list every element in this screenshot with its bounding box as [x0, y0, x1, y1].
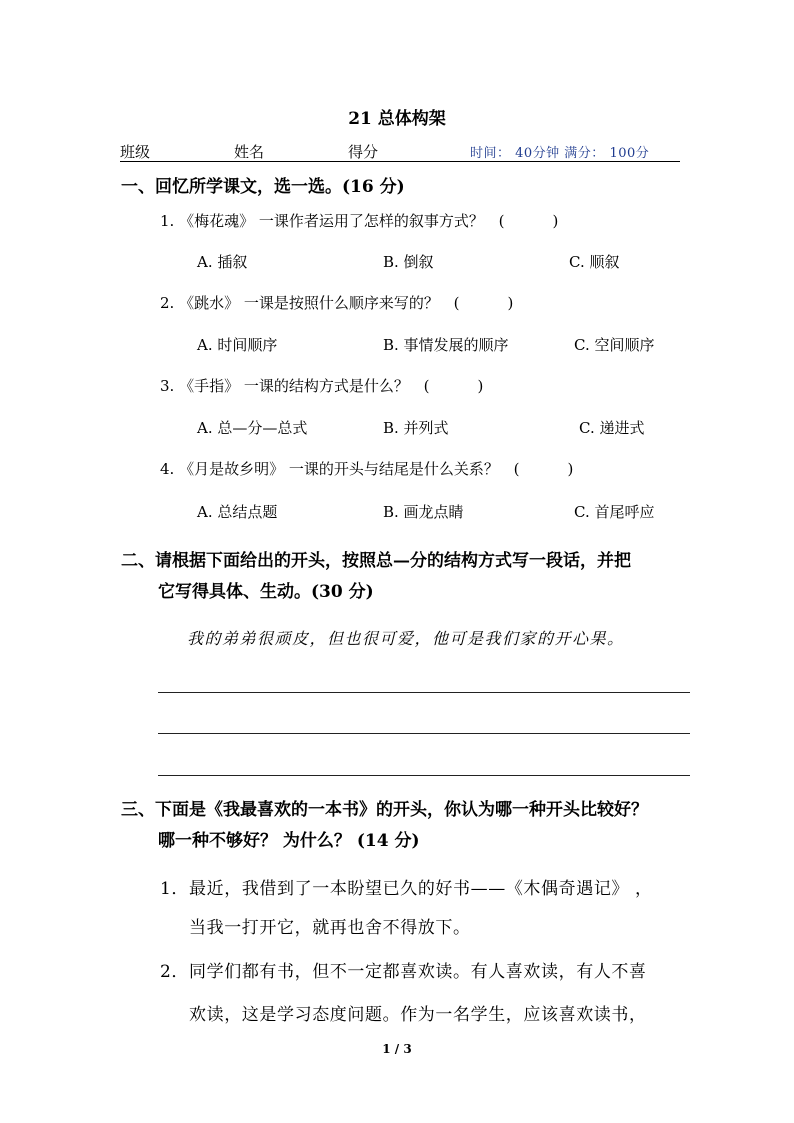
- question-1: 1. 《梅花魂》 一课作者运用了怎样的叙事方式？ ( ): [160, 212, 559, 230]
- name-label: 姓名: [234, 143, 265, 161]
- score-field[interactable]: [348, 141, 451, 162]
- section2-heading-line2: 它写得具体、生动。(30 分): [158, 582, 374, 602]
- question-3: 3. 《手指》 一课的结构方式是什么？ ( ): [160, 377, 484, 395]
- name-blank[interactable]: [265, 147, 337, 162]
- q2-option-c[interactable]: C. 空间顺序: [574, 336, 655, 354]
- page-number: 1 / 3: [382, 1042, 412, 1056]
- q3-option-b[interactable]: B. 并列式: [383, 419, 449, 437]
- class-field[interactable]: [120, 141, 223, 162]
- q4-option-a[interactable]: A. 总结点题: [197, 503, 278, 521]
- section3-heading-line2: 哪一种不够好？ 为什么？ (14 分): [158, 831, 420, 851]
- time-score-info: 时间： 40分钟 满分： 100分: [470, 146, 650, 161]
- q3-option-a[interactable]: A. 总—分—总式: [197, 419, 308, 437]
- q4-option-b[interactable]: B. 画龙点睛: [383, 503, 464, 521]
- writing-line-2[interactable]: [158, 733, 690, 734]
- score-label: 得分: [348, 143, 379, 161]
- opening-1-line1: 1．最近，我借到了一本盼望已久的好书——《木偶奇遇记》 ，: [160, 879, 653, 899]
- opening-1-line2: 当我一打开它，就再也舍不得放下。: [189, 918, 471, 938]
- header-info-row: [120, 141, 680, 162]
- score-blank[interactable]: [379, 147, 451, 162]
- writing-line-1[interactable]: [158, 692, 690, 693]
- q4-option-c[interactable]: C. 首尾呼应: [574, 503, 655, 521]
- writing-line-3[interactable]: [158, 775, 690, 776]
- class-blank[interactable]: [151, 147, 223, 162]
- q3-option-c[interactable]: C. 递进式: [579, 419, 645, 437]
- question-4: 4. 《月是故乡明》 一课的开头与结尾是什么关系？ ( ): [160, 460, 574, 478]
- section2-heading-line1: 二、请根据下面给出的开头，按照总—分的结构方式写一段话，并把: [121, 551, 631, 571]
- opening-2-line1: 2．同学们都有书，但不一定都喜欢读。有人喜欢读，有人不喜: [160, 962, 647, 982]
- q1-option-c[interactable]: C. 顺叙: [569, 253, 620, 271]
- section1-heading: 一、回忆所学课文，选一选。(16 分): [121, 177, 405, 197]
- name-field[interactable]: [234, 141, 337, 162]
- class-label: 班级: [120, 143, 151, 161]
- section3-heading-line1: 三、下面是《我最喜欢的一本书》的开头，你认为哪一种开头比较好？: [121, 800, 648, 820]
- writing-prompt: 我的弟弟很顽皮，但也很可爱，他可是我们家的开心果。: [187, 629, 625, 648]
- question-2: 2. 《跳水》 一课是按照什么顺序来写的？ ( ): [160, 294, 514, 312]
- q1-option-b[interactable]: B. 倒叙: [383, 253, 434, 271]
- opening-2-line2: 欢读，这是学习态度问题。作为一名学生，应该喜欢读书，: [189, 1005, 647, 1025]
- q2-option-b[interactable]: B. 事情发展的顺序: [383, 336, 509, 354]
- page-title: 21 总体构架: [348, 109, 446, 129]
- q1-option-a[interactable]: A. 插叙: [197, 253, 248, 271]
- q2-option-a[interactable]: A. 时间顺序: [197, 336, 278, 354]
